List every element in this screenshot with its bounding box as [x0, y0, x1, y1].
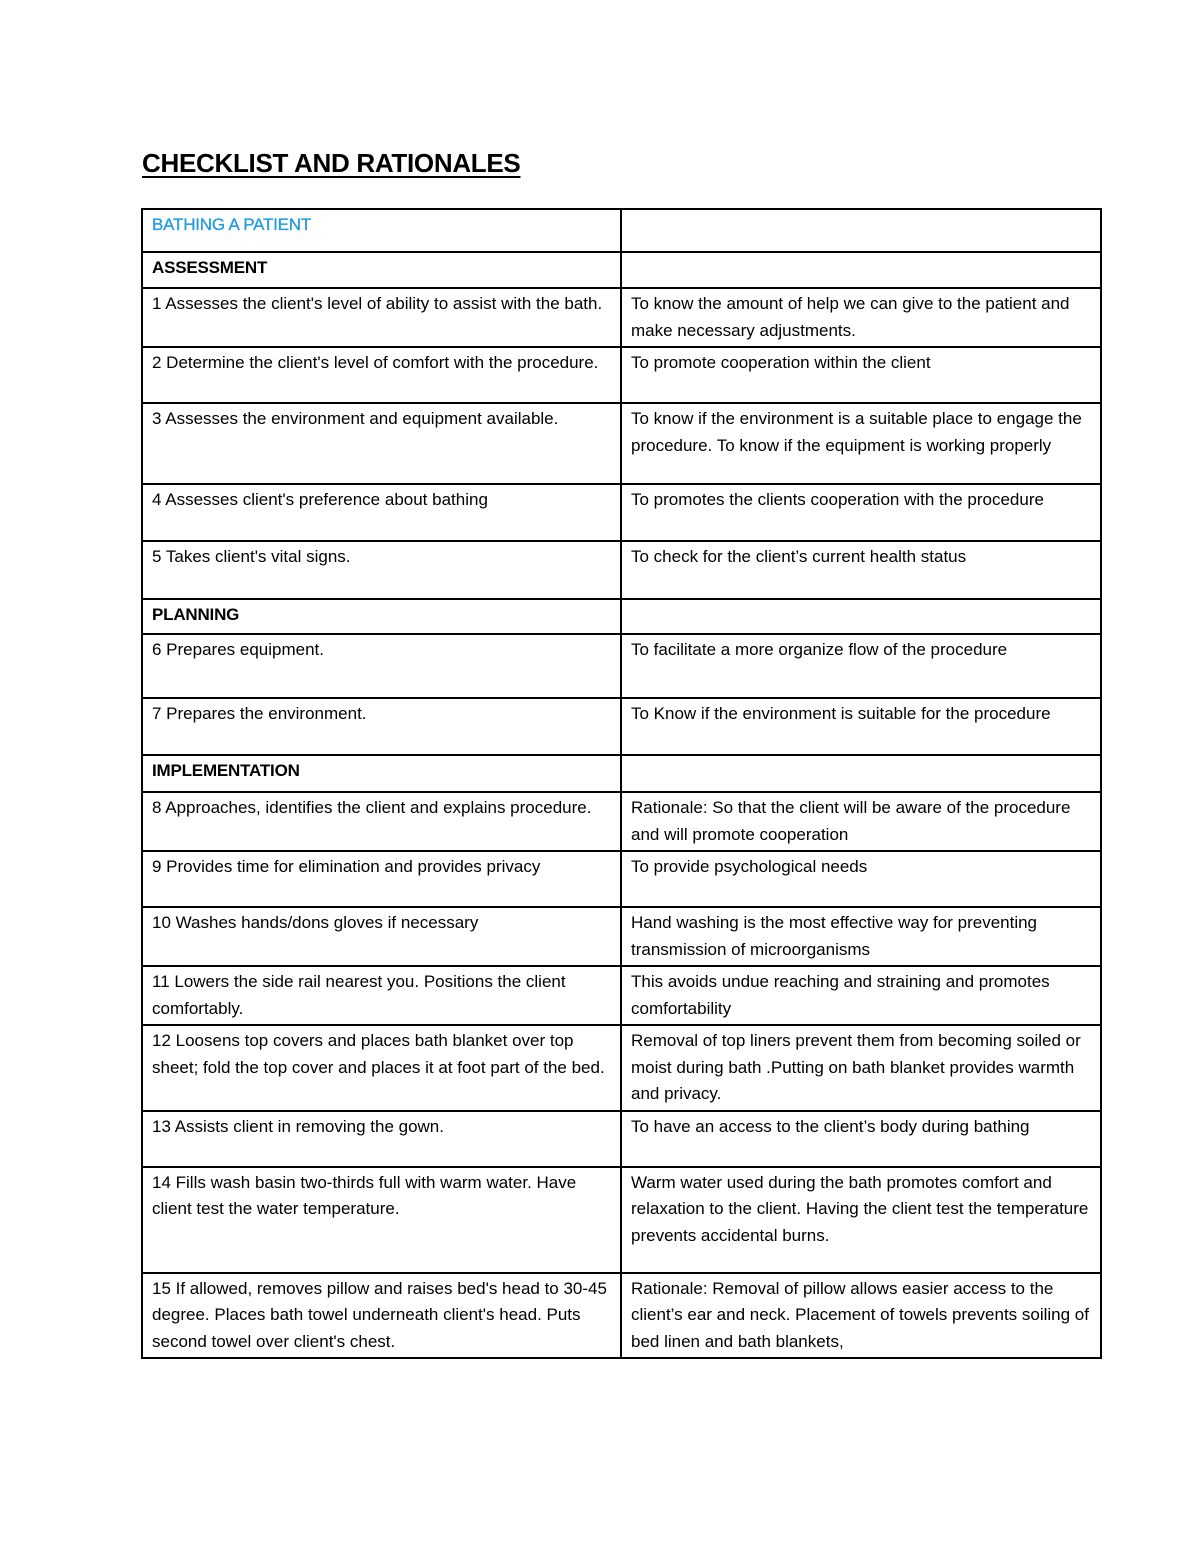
step-cell: 4 Assesses client's preference about bathing: [142, 484, 621, 541]
table-row: [142, 1167, 1101, 1273]
rationale-cell: This avoids undue reaching and straining and promotes comfortability: [621, 966, 1101, 1025]
empty-cell: [621, 755, 1101, 792]
step-cell: 6 Prepares equipment.: [142, 634, 621, 698]
rationale-cell: To know if the environment is a suitable place to engage the procedure. To know if the equipment is working properly: [621, 403, 1101, 484]
section-header-planning: PLANNING: [142, 599, 621, 634]
empty-cell: [621, 252, 1101, 288]
table-row: [142, 403, 1101, 484]
step-cell: 15 If allowed, removes pillow and raises bed's head to 30-45 degree. Places bath towel underneath client's head. Puts second towel over client's chest.: [142, 1273, 621, 1359]
section-header-row: [142, 252, 1101, 288]
rationale-cell: To promotes the clients cooperation with the procedure: [621, 484, 1101, 541]
table-row: [142, 634, 1101, 698]
procedure-title: BATHING A PATIENT: [142, 209, 621, 252]
table-row: [142, 1111, 1101, 1167]
table-title-row: [142, 209, 1101, 252]
table-row: [142, 851, 1101, 907]
table-row: [142, 288, 1101, 347]
step-cell: 3 Assesses the environment and equipment available.: [142, 403, 621, 484]
rationale-cell: Hand washing is the most effective way for preventing transmission of microorganisms: [621, 907, 1101, 966]
table-row: [142, 541, 1101, 599]
rationale-cell: To promote cooperation within the client: [621, 347, 1101, 403]
table-row: [142, 484, 1101, 541]
section-header-assessment: ASSESSMENT: [142, 252, 621, 288]
table-row: [142, 698, 1101, 755]
empty-cell: [621, 599, 1101, 634]
rationale-cell: To facilitate a more organize flow of the procedure: [621, 634, 1101, 698]
step-cell: 9 Provides time for elimination and provides privacy: [142, 851, 621, 907]
step-cell: 8 Approaches, identifies the client and explains procedure.: [142, 792, 621, 851]
step-cell: 5 Takes client's vital signs.: [142, 541, 621, 599]
section-header-implementation: IMPLEMENTATION: [142, 755, 621, 792]
section-header-row: [142, 755, 1101, 792]
table-row: [142, 966, 1101, 1025]
table-row: [142, 1025, 1101, 1111]
rationale-cell: Rationale: Removal of pillow allows easier access to the client’s ear and neck. Placement of towels prevents soiling of bed linen and bath blankets,: [621, 1273, 1101, 1359]
step-cell: 14 Fills wash basin two-thirds full with warm water. Have client test the water temperature.: [142, 1167, 621, 1273]
table-row: [142, 907, 1101, 966]
section-header-row: [142, 599, 1101, 634]
rationale-cell: Rationale: So that the client will be aware of the procedure and will promote cooperation: [621, 792, 1101, 851]
empty-cell: [621, 209, 1101, 252]
rationale-cell: To have an access to the client’s body during bathing: [621, 1111, 1101, 1167]
document-title: CHECKLIST AND RATIONALES: [142, 148, 521, 178]
table-row: [142, 347, 1101, 403]
table-row: [142, 1273, 1101, 1359]
checklist-table: [141, 208, 1102, 1359]
rationale-cell: Warm water used during the bath promotes comfort and relaxation to the client. Having the client test the temperature prevents accidental burns.: [621, 1167, 1101, 1273]
step-cell: 13 Assists client in removing the gown.: [142, 1111, 621, 1167]
step-cell: 2 Determine the client's level of comfort with the procedure.: [142, 347, 621, 403]
rationale-cell: To check for the client’s current health status: [621, 541, 1101, 599]
step-cell: 11 Lowers the side rail nearest you. Positions the client comfortably.: [142, 966, 621, 1025]
step-cell: 7 Prepares the environment.: [142, 698, 621, 755]
rationale-cell: To Know if the environment is suitable for the procedure: [621, 698, 1101, 755]
step-cell: 10 Washes hands/dons gloves if necessary: [142, 907, 621, 966]
rationale-cell: To know the amount of help we can give to the patient and make necessary adjustments.: [621, 288, 1101, 347]
rationale-cell: To provide psychological needs: [621, 851, 1101, 907]
step-cell: 12 Loosens top covers and places bath blanket over top sheet; fold the top cover and places it at foot part of the bed.: [142, 1025, 621, 1111]
rationale-cell: Removal of top liners prevent them from becoming soiled or moist during bath .Putting on bath blanket provides warmth and privacy.: [621, 1025, 1101, 1111]
step-cell: 1 Assesses the client's level of ability to assist with the bath.: [142, 288, 621, 347]
table-row: [142, 792, 1101, 851]
